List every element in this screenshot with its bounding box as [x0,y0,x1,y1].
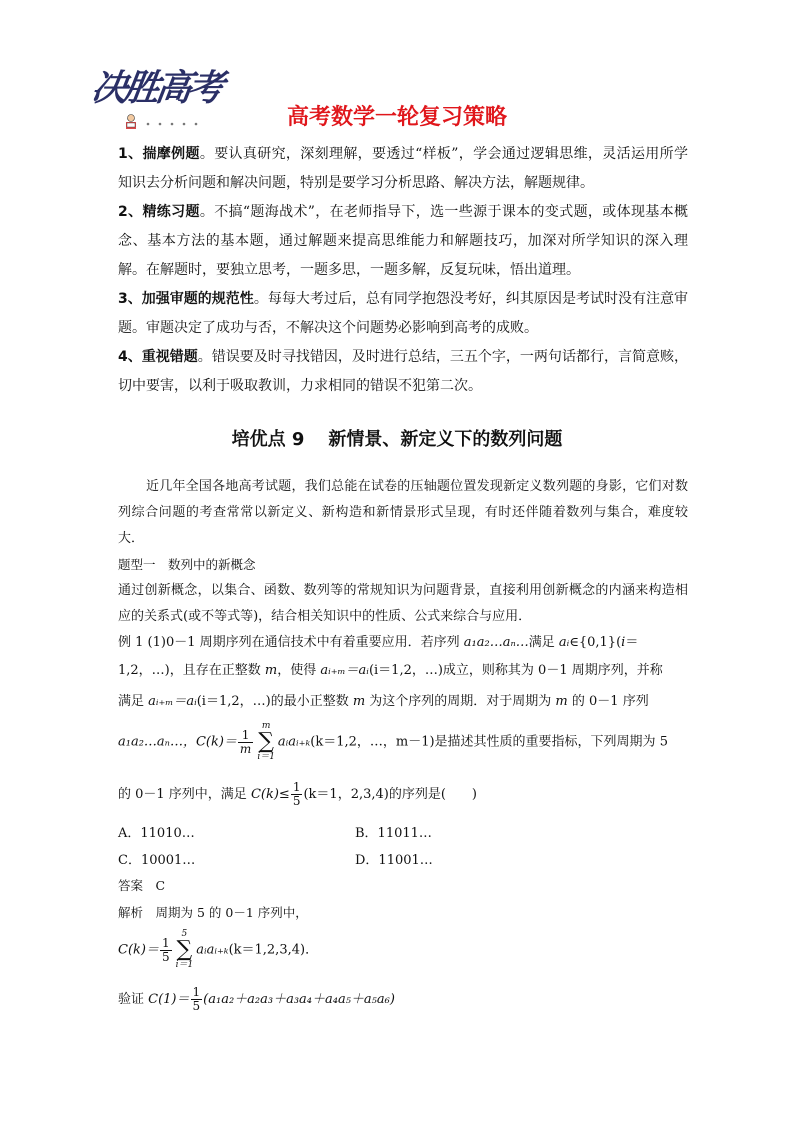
math-function: C(k)＝ [118,942,159,958]
example-text: 的 0－1 序列 [567,694,649,709]
tip-4 [118,343,688,401]
fraction-denominator: 5 [161,949,170,964]
math-term: aᵢ [558,635,570,650]
sigma-icon: ∑ [176,937,193,962]
example-text: 1,2，…)，且存在正整数 [118,663,265,678]
sum-lower-limit: i＝1 [257,752,275,762]
tip-1 [118,140,688,198]
fraction-denominator: 5 [292,794,301,808]
summation [257,722,275,762]
fraction [160,937,172,964]
tip-1-head: 1、揣摩例题 [118,146,200,162]
example-text: ，使得 [277,663,321,678]
fraction [238,729,253,756]
option-d: D．11001… [355,853,433,868]
math-term: aᵢaᵢ₊ₖ [196,942,229,958]
option-b: B．11011… [355,826,432,841]
fraction-numerator: 1 [161,935,170,950]
math-function: C(1)＝ [148,992,190,1007]
example-text: 的 0－1 序列中，满足 [118,787,251,802]
analysis-text: (k＝1,2,3,4)． [228,942,319,958]
math-term: m [352,694,366,709]
type-description: 通过创新概念，以集合、函数、数列等的常规知识为问题背景，直接利用创新概念的内涵来构造相应的关系式(或不等式等)，结合相关知识中的性质、公式来综合与应用． [118,583,688,624]
math-term: m [555,694,568,709]
math-expression: (a₁a₂＋a₂a₃＋a₃a₄＋a₄a₅＋a₅a₆) [203,992,395,1007]
verify-formula [118,986,395,1013]
option-a: A．11010… [118,826,195,841]
summation [176,930,194,970]
analysis-text: 验证 [118,992,149,1007]
fraction-numerator: 1 [238,729,253,743]
tip-2-head: 2、精练习题 [118,204,200,220]
intro-paragraph: 近几年全国各地高考试题，我们总能在试卷的压轴题位置发现新定义数列题的身影，它们对数列综合问题的考查常常以新定义、新构造和新情景形式呈现，有时还伴随着数列与集合，难度较大． [118,479,688,546]
analysis-line: 解析 周期为 5 的 0－1 序列中， [118,905,308,920]
example-text: 满足 [528,635,559,650]
fraction-denominator: m [239,741,252,756]
tip-3-body: 。每每大考过后，总有同学抱怨没考好，纠其原因是考试时没有注意审题。审题决定了成功与否，不解决这个问题势必影响到高考的成败。 [118,291,688,336]
tip-3 [118,285,688,343]
fraction [291,781,303,808]
math-sequence: a₁a₂…aₙ…， [118,734,196,750]
example-text: (k＝1,2，…，m－1)是描述其性质的重要指标，下列周期为 5 [310,734,668,750]
math-function: C(k)≤ [250,787,290,802]
math-term: i [621,635,626,650]
example-text: 例 1 (1)0－1 周期序列在通信技术中有着重要应用．若序列 [118,635,464,650]
sigma-icon: ∑ [258,729,274,754]
example-text: (i＝1,2，…)成立，则称其为 0－1 周期序列，并称 [368,663,663,678]
math-sequence: a₁a₂…aₙ… [463,635,529,650]
answer: 答案 C [118,878,166,893]
tip-4-head: 4、重视错题 [118,349,198,365]
sum-upper-limit: m [261,721,271,731]
math-term: m [264,663,278,678]
example-question-line [118,781,477,808]
sum-upper-limit: 5 [181,929,188,939]
type-heading: 题型一 数列中的新概念 [118,557,256,572]
fraction-numerator: 1 [192,985,201,999]
example-text: 为这个序列的周期．对于周期为 [365,694,556,709]
example-text: 满足 [118,694,149,709]
analysis-formula [118,930,318,970]
sum-lower-limit: i＝1 [175,960,194,970]
section-title [0,425,794,451]
fraction [191,986,203,1013]
math-function: C(k)＝ [195,734,237,750]
example-text: ＝ [625,635,639,650]
example-text: (i＝1,2，…)的最小正整数 [196,694,353,709]
tip-4-body: 。错误要及时寻找错因，及时进行总结，三五个字，一两句话都行，言简意赅，切中要害，以利于吸取教训，力求相同的错误不犯第二次。 [118,349,688,394]
page-title: 高考数学一轮复习策略 [286,105,507,130]
tip-1-body: 。要认真研究，深刻理解，要透过“样板”，学会通过逻辑思维，灵活运用所学知识去分析问题和解决问题，特别是要学习分析思路、解决方法，解题规律。 [118,146,689,191]
option-c: C．10001… [118,853,196,868]
example-formula-line [118,722,668,762]
example-text: ∈{0,1}( [569,635,622,650]
fraction-numerator: 1 [292,780,301,794]
math-term: aᵢaᵢ₊ₖ [277,734,311,750]
logo-text: 决胜高考 [88,68,223,109]
example-line-1 [118,630,688,656]
fraction-denominator: 5 [192,999,201,1013]
tip-3-head: 3、加强审题的规范性 [118,291,254,307]
math-equation: aᵢ₊ₘ＝aᵢ [148,694,197,709]
math-equation: aᵢ₊ₘ＝aᵢ [320,663,369,678]
example-line-2 [118,658,688,684]
tip-2-body: 。不搞“题海战术”，在老师指导下，选一些源于课本的变式题，或体现基本概念、基本方法的基本题，通过解题来提高思维能力和解题技巧，加深对所学知识的深入理解。在解题时，要独立思考，一题多思，一题多解，反复玩味，悟出道理。 [118,204,689,278]
example-text: (k＝1，2,3,4)的序列是( ) [303,787,477,802]
section-name: 新情景、新定义下的数列问题 [328,429,563,450]
section-number: 培优点 9 [231,429,305,450]
example-line-3 [118,689,688,715]
tip-2 [118,198,688,285]
